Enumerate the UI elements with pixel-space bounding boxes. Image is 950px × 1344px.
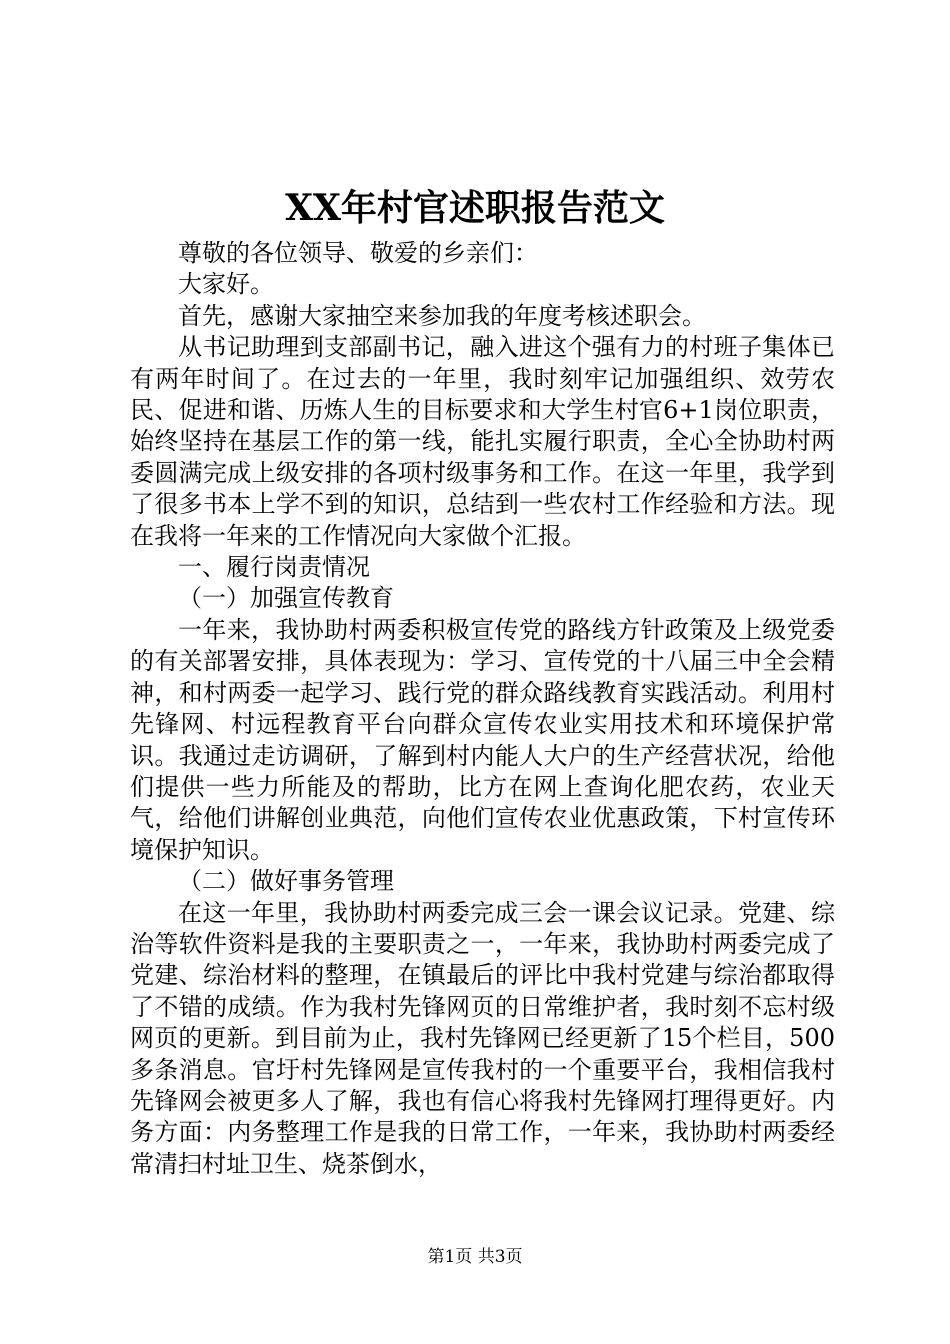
document-body — [130, 238, 835, 1180]
subsection-heading: （一）加强宣传教育 — [178, 584, 394, 613]
subsection-heading: （二）做好事务管理 — [178, 867, 394, 896]
paragraph: 在这一年里，我协助村两委完成三会一课会议记录。党建、综治等软件资料是我的主要职责之一，一年来，我协助村两委完成了党建、综治材料的整理，在镇最后的评比中我村党建与综治都取得了不错的成绩。作为我村先锋网页的日常维护者，我时刻不忘村级网页的更新。到目前为止，我村先锋网已经更新了15个栏目，500多条消息。官圩村先锋网是宣传我村的一个重要平台，我相信我村先锋网会被更多人了解，我也有信心将我村先锋网打理得更好。内务方面：内务整理工作是我的日常工作，一年来，我协助村两委经常清扫村址卫生、烧茶倒水， — [130, 898, 835, 1178]
paragraph: 一年来，我协助村两委积极宣传党的路线方针政策及上级党委的有关部署安排，具体表现为：学习、宣传党的十八届三中全会精神，和村两委一起学习、践行党的群众路线教育实践活动。利用村先锋网、村远程教育平台向群众宣传农业实用技术和环境保护常识。我通过走访调研，了解到村内能人大户的生产经营状况，给他们提供一些力所能及的帮助，比方在网上查询化肥农药，农业天气，给他们讲解创业典范，向他们宣传农业优惠政策，下村宣传环境保护知识。 — [130, 615, 835, 864]
document-title: XX年村官述职报告范文 — [285, 187, 665, 229]
paragraph: 从书记助理到支部副书记，融入进这个强有力的村班子集体已有两年时间了。在过去的一年里，我时刻牢记加强组织、效劳农民、促进和谐、历炼人生的目标要求和大学生村官6+1岗位职责，始终坚持在基层工作的第一线，能扎实履行职责，全心全协助村两委圆满完成上级安排的各项村级事务和工作。在这一年里，我学到了很多书本上学不到的知识，总结到一些农村工作经验和方法。现在我将一年来的工作情况向大家做个汇报。 — [130, 333, 835, 550]
section-heading: 一、履行岗责情况 — [178, 553, 370, 582]
paragraph: 首先，感谢大家抽空来参加我的年度考核述职会。 — [178, 301, 706, 330]
greeting: 大家好。 — [178, 270, 274, 299]
page-number-footer: 第1页 共3页 — [427, 1247, 523, 1267]
salutation: 尊敬的各位领导、敬爱的乡亲们： — [178, 239, 538, 267]
